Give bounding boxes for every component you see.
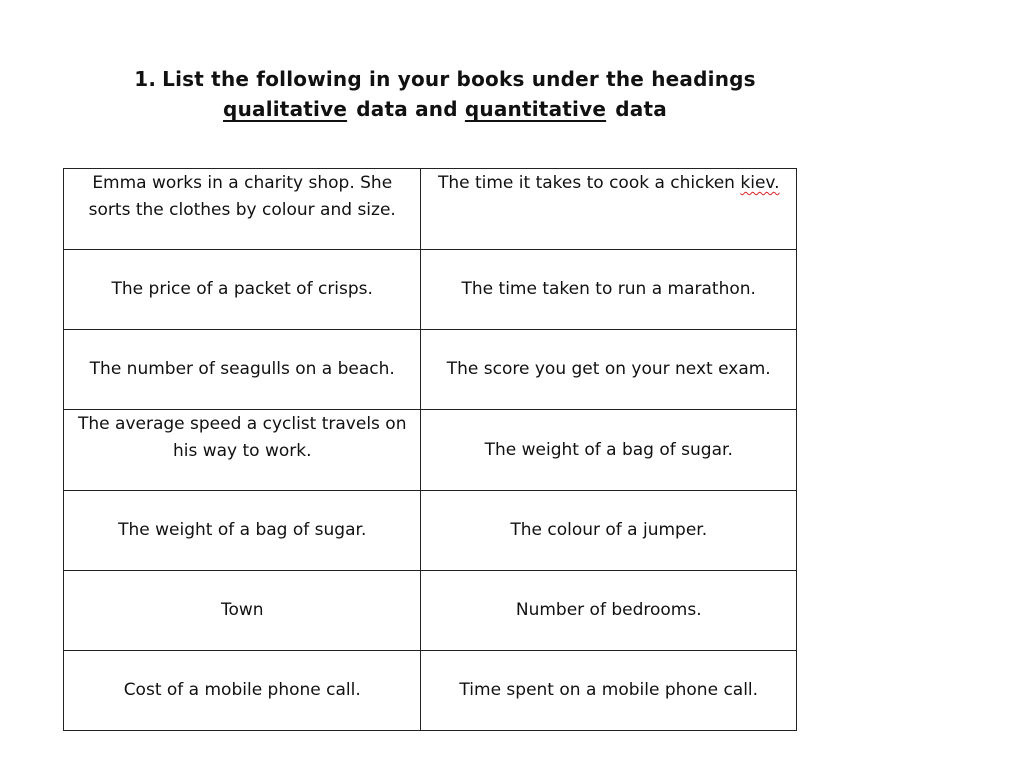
table-row [64, 169, 797, 250]
table-cell-right: The weight of a bag of sugar. [421, 410, 797, 491]
question-number: 1. [134, 67, 157, 91]
table-row [64, 410, 797, 491]
heading-mid: data and [349, 97, 465, 121]
worksheet-table [63, 168, 797, 731]
table-cell-left: The weight of a bag of sugar. [64, 491, 421, 571]
table-cell-right [421, 169, 797, 250]
table-row [64, 491, 797, 571]
heading-line-2 [0, 94, 890, 124]
table-cell-left: Town [64, 571, 421, 651]
heading-line-1 [0, 64, 890, 94]
table-cell-left: The number of seagulls on a beach. [64, 330, 421, 410]
table-cell-right: The score you get on your next exam. [421, 330, 797, 410]
heading-qualitative: qualitative [223, 97, 348, 121]
table-cell-left: The price of a packet of crisps. [64, 250, 421, 330]
table-cell-right: The colour of a jumper. [421, 491, 797, 571]
table-cell-right: The time taken to run a marathon. [421, 250, 797, 330]
table-cell-right: Time spent on a mobile phone call. [421, 651, 797, 731]
cell-text: The time it takes to cook a chicken [437, 173, 741, 193]
table-cell-left: The average speed a cyclist travels on his way to work. [64, 410, 421, 491]
spellcheck-flagged-word: kiev. [740, 173, 780, 193]
heading-end: data [608, 97, 667, 121]
heading-instruction: List the following in your books under the headings [162, 67, 756, 91]
table-cell-right: Number of bedrooms. [421, 571, 797, 651]
table-row [64, 571, 797, 651]
table-row [64, 250, 797, 330]
heading-quantitative: quantitative [464, 97, 607, 121]
table-row [64, 330, 797, 410]
table-row [64, 651, 797, 731]
worksheet-heading [0, 64, 890, 124]
table-cell-left: Cost of a mobile phone call. [64, 651, 421, 731]
table-cell-left: Emma works in a charity shop. She sorts the clothes by colour and size. [64, 169, 421, 250]
